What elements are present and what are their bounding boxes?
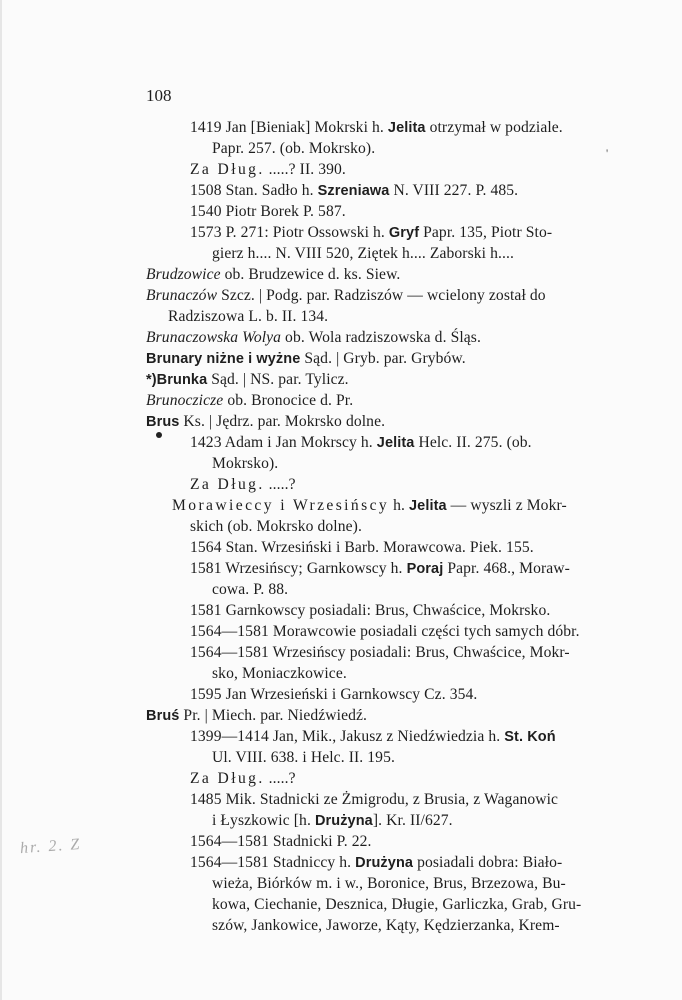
text-run: cowa. P. 88. (212, 581, 289, 598)
bold-term: Brunary niżne i wyżne (146, 351, 301, 367)
italic-term: Brunaczowska Wolya (146, 329, 282, 346)
text-line (212, 895, 581, 915)
text-run: szów, Jankowice, Jaworze, Kąty, Kędzierzanka, Krem- (212, 917, 560, 934)
text-run: Ul. VIII. 638. i Helc. II. 195. (212, 749, 395, 766)
text-run: Szcz. | Podg. par. Radziszów — wcielony został do (217, 287, 546, 304)
bold-term: Brus (146, 414, 180, 430)
text-line (190, 538, 534, 558)
text-run: 1399—1414 Jan, Mik., Jakusz z Niedźwiedzia h. (190, 728, 505, 745)
text-line (190, 160, 346, 180)
text-run: Helc. II. 275. (ob. (414, 434, 532, 451)
text-run: 1564—1581 Wrzesińscy posiadali: Brus, Chwaścice, Mokr- (190, 644, 570, 661)
bold-term: Drużyna (355, 855, 414, 871)
text-line (190, 223, 552, 243)
text-run: 1581 Wrzesińscy; Garnkowscy h. (190, 560, 407, 577)
text-run: Radziszowa L. b. II. 134. (168, 308, 329, 325)
text-run: wieża, Biórków m. i w., Boronice, Brus, Brzezowa, Bu- (212, 875, 566, 892)
text-line (190, 433, 532, 453)
bold-term: Poraj (406, 561, 444, 577)
text-run: 1419 Jan [Bieniak] Mokrski h. (190, 119, 388, 136)
text-line (190, 202, 346, 222)
text-run: .....? II. 390. (264, 161, 346, 178)
text-line (190, 832, 372, 852)
text-run: kowa, Ciechanie, Desznica, Długie, Garliczka, Grab, Gru- (212, 896, 582, 913)
text-line (146, 412, 385, 432)
italic-term: Brudzowice (146, 266, 221, 283)
bold-term: Drużyna (314, 813, 373, 829)
text-line (212, 244, 514, 264)
text-line (212, 454, 278, 474)
text-run: — wyszli z Mokr- (446, 497, 567, 514)
bold-term: Szreniawa (317, 183, 390, 199)
text-run: 1540 Piotr Borek P. 587. (190, 203, 346, 220)
text-run: Papr. 135, Piotr Sto- (419, 224, 553, 241)
text-line (190, 769, 296, 789)
text-run: Ks. | Jędrz. par. Mokrsko dolne. (179, 413, 386, 430)
text-line (212, 811, 453, 831)
text-run: 1564—1581 Morawcowie posiadali części tych samych dóbr. (190, 623, 580, 640)
text-line (190, 517, 362, 537)
text-line (190, 727, 556, 747)
bold-term: *)Brunka (146, 372, 208, 388)
text-line (146, 328, 481, 348)
text-line (190, 685, 477, 705)
text-run: 1564 Stan. Wrzesiński i Barb. Morawcowa. Piek. 155. (190, 539, 534, 556)
text-run: ]. Kr. II/627. (372, 812, 453, 829)
text-run: gierz h.... N. VIII 520, Ziętek h.... Zaborski h.... (212, 245, 514, 262)
text-line (212, 139, 375, 159)
bold-term: St. Koń (504, 729, 556, 745)
text-run: Pr. | Miech. par. Niedźwiedź. (179, 707, 368, 724)
bold-term: Gryf (388, 225, 420, 241)
spaced-term: Za Dług. (190, 161, 265, 178)
text-line (190, 622, 580, 642)
text-run: N. VIII 227. P. 485. (389, 182, 519, 199)
text-run: skich (ob. Mokrsko dolne). (190, 518, 362, 535)
text-run: ob. Wola radziszowska d. Śląs. (281, 329, 481, 346)
text-line (190, 643, 570, 663)
text-run: Papr. 468., Moraw- (443, 560, 570, 577)
bold-term: Jelita (387, 120, 426, 136)
text-line (146, 349, 466, 369)
text-line (212, 916, 560, 936)
margin-dot (156, 432, 162, 438)
page-edge-shadow (0, 0, 2, 1000)
bold-term: Bruś (146, 708, 180, 724)
text-run: .....? (264, 476, 296, 493)
text-line (212, 580, 288, 600)
text-run: ob. Bronocice d. Pr. (223, 392, 354, 409)
text-run: Sąd. | Gryb. par. Grybów. (300, 350, 466, 367)
text-line (172, 496, 567, 516)
text-line (212, 874, 566, 894)
text-run: i Łyszkowic [h. (212, 812, 315, 829)
text-line (146, 265, 400, 285)
text-run: 1595 Jan Wrzesieński i Garnkowscy Cz. 354. (190, 686, 478, 703)
text-run: 1573 P. 271: Piotr Ossowski h. (190, 224, 389, 241)
text-run: 1564—1581 Stadniccy h. (190, 854, 356, 871)
text-line (146, 706, 367, 726)
text-run: Sąd. | NS. par. Tylicz. (207, 371, 349, 388)
spaced-term: Za Dług. (190, 770, 265, 787)
text-line (190, 475, 296, 495)
spaced-term: Morawieccy i Wrzesińscy (172, 497, 390, 514)
text-run: 1508 Stan. Sadło h. (190, 182, 318, 199)
text-run: 1581 Garnkowscy posiadali: Brus, Chwaścice, Mokrsko. (190, 602, 551, 619)
stray-tick-mark: ' (606, 146, 609, 160)
text-line (190, 601, 550, 621)
text-line (190, 853, 562, 873)
bold-term: Jelita (376, 435, 415, 451)
text-run: ob. Brudzewice d. ks. Siew. (220, 266, 401, 283)
spaced-term: Za Dług. (190, 476, 265, 493)
text-line (168, 307, 328, 327)
bold-term: Jelita (409, 498, 447, 514)
text-run: 1423 Adam i Jan Mokrscy h. (190, 434, 377, 451)
text-run: otrzymał w podziale. (425, 119, 563, 136)
text-run: posiadali dobra: Biało- (413, 854, 563, 871)
text-line (146, 286, 546, 306)
text-line (146, 391, 353, 411)
italic-term: Brunaczów (146, 287, 218, 304)
text-line (212, 664, 347, 684)
pencil-margin-note: hr. 2. Z (19, 835, 82, 858)
page-number: 108 (146, 86, 172, 105)
text-line (190, 559, 570, 579)
text-run: h. (389, 497, 409, 514)
text-run: 1564—1581 Stadnicki P. 22. (190, 833, 372, 850)
italic-term: Brunoczicze (146, 392, 224, 409)
text-run: Papr. 257. (ob. Mokrsko). (212, 140, 376, 157)
text-line (190, 790, 558, 810)
text-run: .....? (264, 770, 296, 787)
text-run: sko, Moniaczkowice. (212, 665, 347, 682)
text-line (190, 181, 518, 201)
text-line (212, 748, 395, 768)
text-run: Mokrsko). (212, 455, 279, 472)
text-run: 1485 Mik. Stadnicki ze Żmigrodu, z Brusia, z Waganowic (190, 791, 559, 808)
text-line (190, 118, 563, 138)
text-line (146, 370, 349, 390)
